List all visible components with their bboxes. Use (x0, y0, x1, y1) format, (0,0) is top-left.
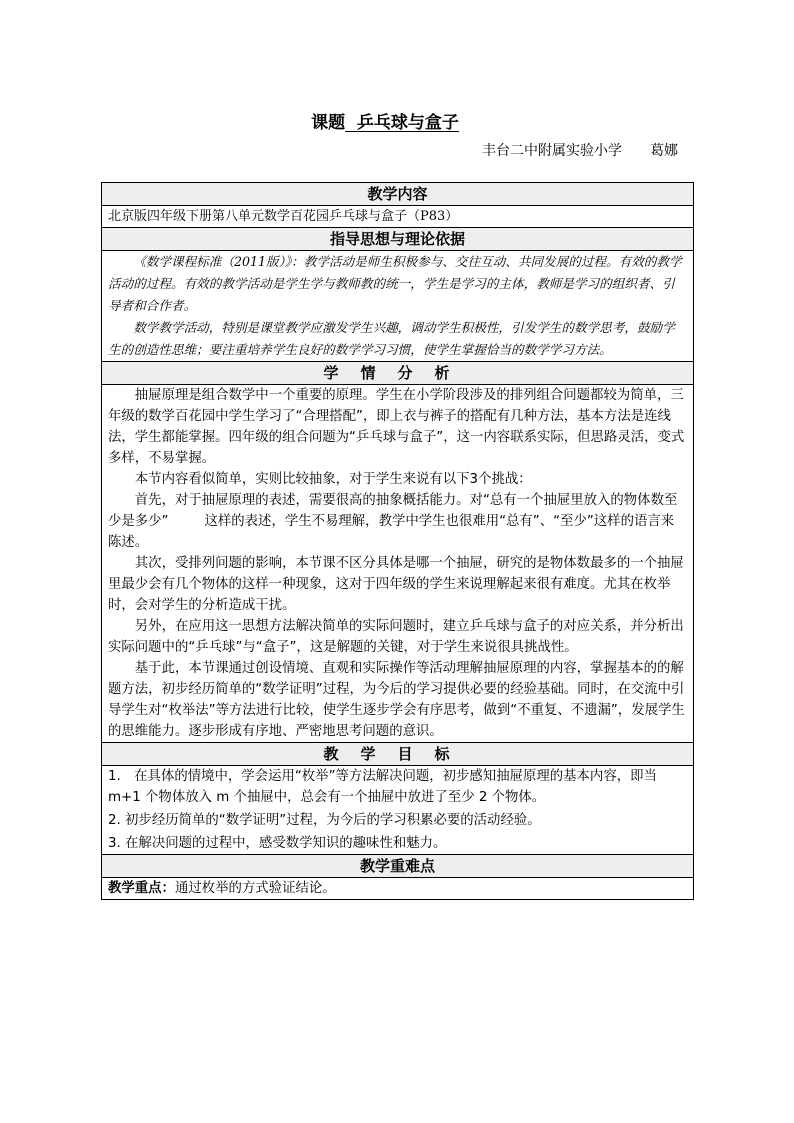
goals-heading: 教学目标 (102, 743, 694, 766)
title-label: 课题 (311, 113, 346, 133)
guide-heading: 指导思想与理论依据 (102, 228, 694, 251)
guide-paragraph: 数学教学活动，特别是课堂教学应激发学生兴趣，调动学生积极性，引发学生的数学思考，鼓励学生的创造性思维；要注重培养学生良好的数学学习习惯，使学生掌握恰当的数学学习方法。 (108, 320, 675, 357)
analysis-heading: 学情分析 (102, 362, 694, 385)
guide-paragraph: 《数学课程标准（2011版）》：教学活动是师生积极参与、交往互动、共同发展的过程。有效的教学活动的过程。有效的教学活动是学生学与教师教的统一，学生是学习的主体，教师是学习的组织者、引导者和合作者。 (108, 254, 682, 313)
goal-item: 3. 在解决问题的过程中，感受数学知识的趣味性和魅力。 (108, 836, 447, 851)
key-heading: 教学重难点 (102, 855, 694, 878)
lesson-plan-table (101, 182, 694, 900)
analysis-paragraph: 抽屉原理是组合数学中一个重要的原理。学生在小学阶段涉及的排列组合问题都较为简单，三年级的数学百花园中学生学习了“合理搭配”，即上衣与裤子的搭配有几种方法，基本方法是连线法，学生都能掌握。四年级的组合问题为“乒乓球与盒子”，这一内容联系实际，但思路灵活，变式多样，不易掌握。 (108, 388, 685, 466)
key-text: 通过枚举的方式验证结论。 (174, 881, 336, 896)
content-heading: 教学内容 (102, 183, 694, 206)
author-line (482, 140, 678, 160)
analysis-paragraph: 本节内容看似简单，实则比较抽象，对于学生来说有以下3个挑战： (134, 472, 532, 487)
analysis-paragraph: 另外，在应用这一思想方法解决简单的实际问题时，建立乒乓球与盒子的对应关系，并分析出实际问题中的“乒乓球”与“盒子”，这是解题的关键，对于学生来说很具挑战性。 (108, 619, 684, 655)
analysis-paragraph: 其次，受排列问题的影响，本节课不区分具体是哪一个抽屉，研究的是物体数最多的一个抽屉里最少会有几个物体的这样一种现象，这对于四年级的学生来说理解起来很有难度。尤其在枚举时，会对学生的分析造成干扰。 (108, 556, 684, 613)
key-label: 教学重点： (108, 881, 175, 896)
school-name: 丰台二中附属实验小学 (482, 143, 622, 159)
goal-item: 1. 在具体的情境中，学会运用“枚举”等方法解决问题，初步感知抽屉原理的基本内容，即当 m+1 个物体放入 m 个抽屉中，总会有一个抽屉中放进了至少 2 个物体。 (108, 769, 657, 805)
analysis-paragraph: 首先，对于抽屉原理的表述，需要很高的抽象概括能力。对“总有一个抽屉里放入的物体数至少是多少” 这样的表述，学生不易理解，教学中学生也很难用“总有”、“至少”这样的语言来陈述。 (108, 493, 678, 550)
analysis-paragraph: 基于此，本节课通过创设情境、直观和实际操作等活动理解抽屉原理的内容，掌握基本的的解题方法，初步经历简单的“数学证明”过程，为今后的学习提供必要的经验基础。同时，在交流中引导学生对“枚举法”等方法进行比较，使学生逐步学会有序思考，做到“不重复、不遗漏”，发展学生的思维能力。逐步形成有序地、严密地思考问题的意识。 (108, 661, 685, 739)
guide-body (102, 251, 694, 362)
title-text: 乒乓球与盒子 (356, 113, 459, 133)
goals-body (102, 766, 694, 855)
lesson-title (0, 108, 794, 133)
analysis-body (102, 385, 694, 743)
content-text: 北京版四年级下册第八单元数学百花园乒乓球与盒子（P83） (102, 206, 694, 228)
goal-item: 2. 初步经历简单的“数学证明”过程，为今后的学习积累必要的活动经验。 (108, 813, 541, 828)
key-body (102, 878, 694, 900)
author-name: 葛娜 (650, 143, 678, 159)
